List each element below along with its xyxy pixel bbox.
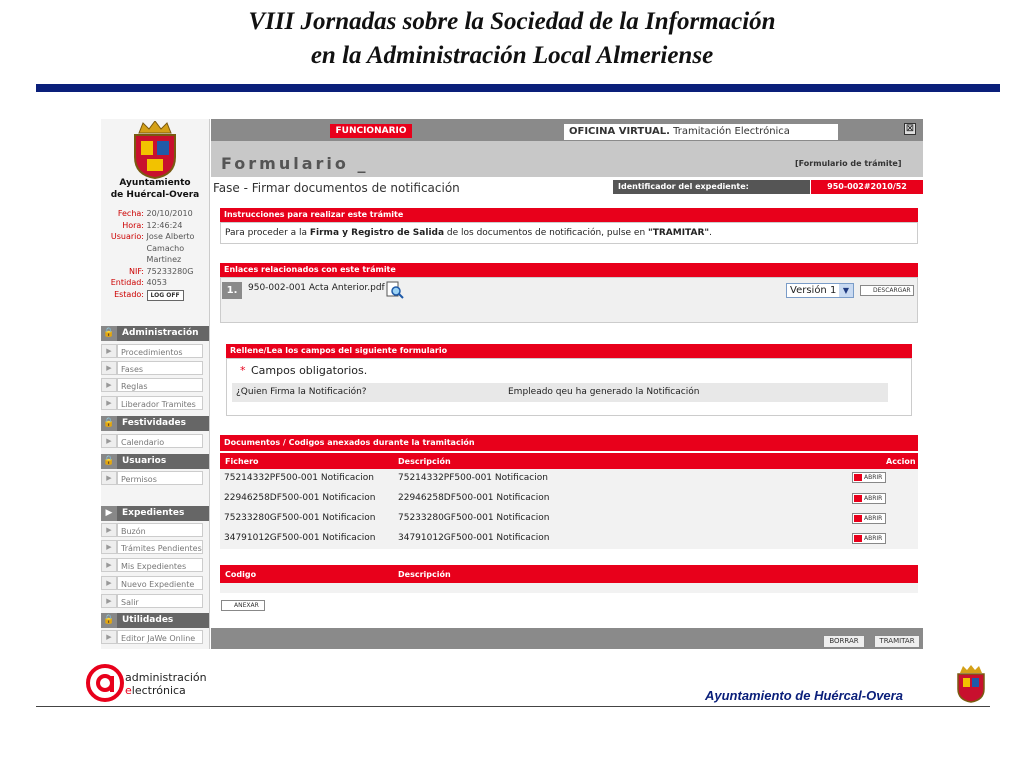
expediente-id-label: Identificador del expediente: [613, 180, 810, 194]
lock-icon: 🔒 [101, 326, 117, 341]
enlace-file[interactable]: 950-002-001 Acta Anterior.pdf [248, 283, 385, 293]
footer-org-name: Ayuntamiento de Huércal-Overa [705, 688, 903, 703]
bottom-action-bar [211, 628, 923, 649]
slide-title-line1: VIII Jornadas sobre la Sociedad de la Información [248, 8, 776, 35]
section-expedientes[interactable]: ▶ Expedientes [101, 506, 209, 521]
footer-coat-of-arms-icon [955, 665, 987, 703]
hora-value: 12:46:24 [146, 220, 183, 230]
sidebar-item-fases[interactable]: ▶ Fases [101, 361, 209, 376]
arrow-right-icon: ▶ [101, 344, 117, 358]
doc-row-3-fichero: 75233280GF500-001 Notificacion [224, 513, 376, 523]
arrow-right-icon: ▶ [101, 630, 117, 644]
version-select[interactable]: Versión 1 ▼ [786, 283, 854, 298]
col-descripcion: Descripción [398, 457, 451, 466]
field-label-quien-firma: ¿Quien Firma la Notificación? [232, 383, 505, 402]
view-document-icon[interactable] [386, 281, 404, 299]
coat-of-arms-icon [129, 121, 181, 179]
org-name-line1: Ayuntamiento [119, 178, 191, 188]
anexar-button[interactable]: ANEXAR [221, 600, 265, 611]
required-asterisk: * [240, 364, 246, 377]
doc-row-4-descripcion: 34791012GF500-001 Notificacion [398, 533, 550, 543]
sidebar-item-liberador[interactable]: ▶ Liberador Tramites [101, 396, 209, 411]
abrir-button-3[interactable]: ABRIR [852, 513, 886, 524]
nif-label: NIF: [128, 266, 144, 276]
sidebar-item-pendientes[interactable]: ▶ Trámites Pendientes [101, 540, 209, 555]
col-accion: Accion [886, 457, 916, 466]
documentos-header: Documentos / Codigos anexados durante la tramitación [220, 435, 918, 451]
lock-icon: 🔒 [101, 416, 117, 431]
tramitar-button[interactable]: TRAMITAR [874, 635, 920, 648]
entidad-value: 4053 [146, 278, 167, 287]
close-icon[interactable]: ⊠ [905, 123, 915, 134]
chevron-down-icon: ▼ [839, 284, 853, 297]
usuario-label: Usuario: [110, 232, 144, 241]
logoff-button[interactable]: LOG OFF [147, 290, 184, 301]
campos-obligatorios: Campos obligatorios. [251, 364, 368, 377]
sidebar-item-mis-expedientes[interactable]: ▶ Mis Expedientes [101, 558, 209, 573]
arrow-right-icon: ▶ [101, 594, 117, 608]
doc-row-4-fichero: 34791012GF500-001 Notificacion [224, 533, 376, 543]
enlace-num: 1. [222, 282, 242, 299]
expediente-id-value: 950-002#2010/52 [811, 180, 923, 194]
sidebar-item-buzon[interactable]: ▶ Buzón [101, 523, 209, 538]
doc-row-3-descripcion: 75233280GF500-001 Notificacion [398, 513, 550, 523]
breadcrumb: [Formulario de trámite] [795, 159, 902, 168]
usuario-value-2: Camacho [146, 243, 185, 253]
codigos-columns [220, 565, 918, 583]
main-panel [211, 119, 923, 649]
arrow-right-icon: ▶ [101, 396, 117, 410]
arrow-right-icon: ▶ [101, 361, 117, 375]
abrir-button-1[interactable]: ABRIR [852, 472, 886, 483]
formulario-header: Rellene/Lea los campos del siguiente formulario [226, 344, 912, 358]
usuario-value-1: Jose Alberto [146, 232, 195, 241]
doc-row-1-descripcion: 75214332PF500-001 Notificacion [398, 473, 548, 483]
doc-row-2-fichero: 22946258DF500-001 Notificacion [224, 493, 376, 503]
fase-title: Fase - Firmar documentos de notificación [213, 181, 460, 195]
col-fichero: Fichero [225, 457, 259, 466]
footer-divider [36, 706, 990, 707]
org-name-line2: de Huércal-Overa [110, 190, 200, 200]
abrir-button-4[interactable]: ABRIR [852, 533, 886, 544]
doc-row-2-descripcion: 22946258DF500-001 Notificacion [398, 493, 550, 503]
estado-label: Estado: [114, 289, 144, 299]
section-administracion[interactable]: 🔒 Administración [101, 326, 209, 341]
lock-icon: 🔒 [101, 613, 117, 628]
arrow-right-icon: ▶ [101, 523, 117, 537]
title-divider [36, 84, 1000, 92]
sidebar-item-permisos[interactable]: ▶ Permisos [101, 471, 209, 486]
arrow-right-icon: ▶ [101, 540, 117, 554]
sidebar-item-calendario[interactable]: ▶ Calendario [101, 434, 209, 449]
fecha-value: 20/10/2010 [146, 209, 193, 218]
arrow-right-icon: ▶ [101, 576, 117, 590]
usuario-value-3: Martinez [146, 255, 182, 264]
lock-icon: 🔒 [101, 454, 117, 469]
borrar-button[interactable]: BORRAR [823, 635, 865, 648]
sidebar-item-reglas[interactable]: ▶ Reglas [101, 378, 209, 393]
sidebar-item-nuevo-expediente[interactable]: ▶ Nuevo Expediente [101, 576, 209, 591]
formulario-title: Formulario _ [221, 154, 369, 173]
enlaces-header: Enlaces relacionados con este trámite [220, 263, 918, 277]
field-value-quien-firma[interactable]: Empleado qeu ha generado la Notificación [505, 383, 888, 402]
arrow-right-icon: ▶ [101, 434, 117, 448]
entidad-label: Entidad: [110, 278, 144, 287]
codigos-table [220, 583, 918, 593]
sidebar-item-editor[interactable]: ▶ Editor JaWe Online [101, 630, 209, 645]
fecha-label: Fecha: [117, 209, 144, 218]
col-codigo: Codigo [225, 570, 257, 579]
funcionario-badge: FUNCIONARIO [330, 124, 412, 138]
instrucciones-header: Instrucciones para realizar este trámite [220, 208, 918, 222]
slide-title-line2: en la Administración Local Almeriense [310, 42, 714, 69]
documentos-columns [220, 453, 918, 469]
arrow-right-icon: ▶ [101, 558, 117, 572]
oficina-virtual-title: OFICINA VIRTUAL. Tramitación Electrónica [564, 124, 838, 140]
instrucciones-text: Para proceder a la Firma y Registro de Salida de los documentos de notificación, pulse en "TRAMITAR". [220, 222, 918, 244]
col-descripcion-codigo: Descripción [398, 570, 451, 579]
section-utilidades[interactable]: 🔒 Utilidades [101, 613, 209, 628]
arrow-right-icon: ▶ [101, 378, 117, 392]
arrow-right-icon: ▶ [101, 506, 117, 521]
at-sign-logo-icon [85, 662, 125, 704]
admin-electronica-logo: administración electrónica [125, 671, 207, 697]
descargar-button[interactable]: DESCARGAR [860, 285, 914, 296]
hora-label: Hora: [122, 220, 144, 230]
section-festividades[interactable]: 🔒 Festividades [101, 416, 209, 431]
nif-value: 75233280G [146, 266, 194, 276]
arrow-right-icon: ▶ [101, 471, 117, 485]
sidebar-item-salir[interactable]: ▶ Salir [101, 594, 209, 609]
section-usuarios[interactable]: 🔒 Usuarios [101, 454, 209, 469]
doc-row-1-fichero: 75214332PF500-001 Notificacion [224, 473, 374, 483]
abrir-button-2[interactable]: ABRIR [852, 493, 886, 504]
sidebar-item-procedimientos[interactable]: ▶ Procedimientos [101, 344, 209, 359]
